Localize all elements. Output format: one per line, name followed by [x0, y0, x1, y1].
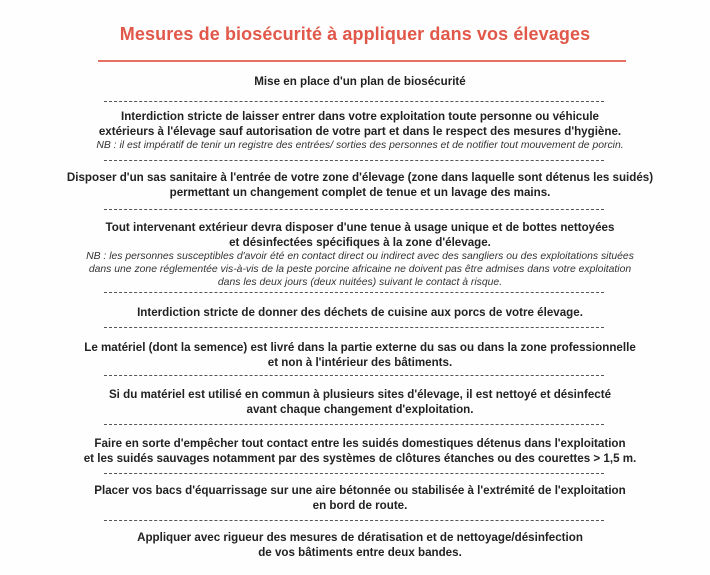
measure-item: [40, 109, 680, 152]
measure-item: [40, 387, 680, 417]
document-title: Mesures de biosécurité à appliquer dans vos élevages: [119, 24, 591, 44]
measure-item: [40, 340, 680, 370]
dashed-separator: [104, 327, 604, 328]
title-underline: [98, 60, 626, 62]
measure-text-line: Le matériel (dont la semence) est livré dans la partie externe du sas ou dans la zone professionnelle: [84, 341, 636, 354]
measure-text-line: Disposer d'un sas sanitaire à l'entrée de votre zone d'élevage (zone dans laquelle sont détenus les suidés): [66, 171, 654, 184]
measure-text-line: extérieurs à l'élevage sauf autorisation de votre part et dans le respect des mesures d'hygiène.: [98, 125, 622, 138]
measure-text-line: Interdiction stricte de laisser entrer dans votre exploitation toute personne ou véhicule: [120, 110, 600, 123]
dashed-separator: [104, 101, 604, 102]
measure-text-line: et désinfectées spécifiques à la zone d'élevage.: [229, 236, 491, 249]
measure-text-line: Appliquer avec rigueur des mesures de dératisation et de nettoyage/désinfection: [137, 531, 583, 544]
measure-item: [40, 220, 680, 289]
measure-text-line: Faire en sorte d'empêcher tout contact entre les suidés domestiques détenus dans l'exploitation: [94, 437, 626, 450]
dashed-separator: [104, 375, 604, 376]
measure-text-line: en bord de route.: [312, 499, 408, 512]
dashed-separator: [104, 292, 604, 293]
measure-item: [40, 530, 680, 560]
measure-text-line: de vos bâtiments entre deux bandes.: [258, 546, 462, 559]
measure-note-line: dans les deux jours (deux nuitées) suivant le contact à risque.: [217, 277, 503, 288]
measure-text-line: Mise en place d'un plan de biosécurité: [254, 75, 466, 88]
measure-item: [40, 305, 680, 320]
measure-item: [40, 483, 680, 513]
measure-item: [40, 170, 680, 200]
measure-text-line: Tout intervenant extérieur devra disposer d'une tenue à usage unique et de bottes nettoyées: [105, 221, 615, 234]
dashed-separator: [104, 520, 604, 521]
dashed-separator: [104, 160, 604, 161]
measure-text-line: Placer vos bacs d'équarrissage sur une aire bétonnée ou stabilisée à l'extrémité de l'exploitation: [94, 484, 626, 497]
measure-item: [40, 436, 680, 466]
measure-item: [40, 74, 680, 89]
measure-note-line: NB : il est impératif de tenir un registre des entrées/ sorties des personnes et de notifier tout mouvement de porcin.: [96, 140, 624, 151]
measure-note-line: NB : les personnes susceptibles d'avoir été en contact direct ou indirect avec des sangliers ou des exploitations situées: [86, 251, 634, 262]
dashed-separator: [104, 424, 604, 425]
measure-text-line: et les suidés sauvages notamment par des systèmes de clôtures étanches ou des courettes > 1,5 m.: [83, 452, 637, 465]
measure-text-line: Interdiction stricte de donner des déchets de cuisine aux porcs de votre élevage.: [137, 306, 583, 319]
measure-note-line: dans une zone réglementée vis-à-vis de la peste porcine africaine ne doivent pas être admises dans votre exploitation: [88, 264, 632, 275]
measure-text-line: et non à l'intérieur des bâtiments.: [267, 356, 453, 369]
measure-text-line: Si du matériel est utilisé en commun à plusieurs sites d'élevage, il est nettoyé et désinfecté: [108, 388, 612, 401]
measure-text-line: permettant un changement complet de tenue et un lavage des mains.: [169, 186, 551, 199]
dashed-separator: [104, 473, 604, 474]
dashed-separator: [104, 209, 604, 210]
measure-text-line: avant chaque changement d'exploitation.: [246, 403, 474, 416]
